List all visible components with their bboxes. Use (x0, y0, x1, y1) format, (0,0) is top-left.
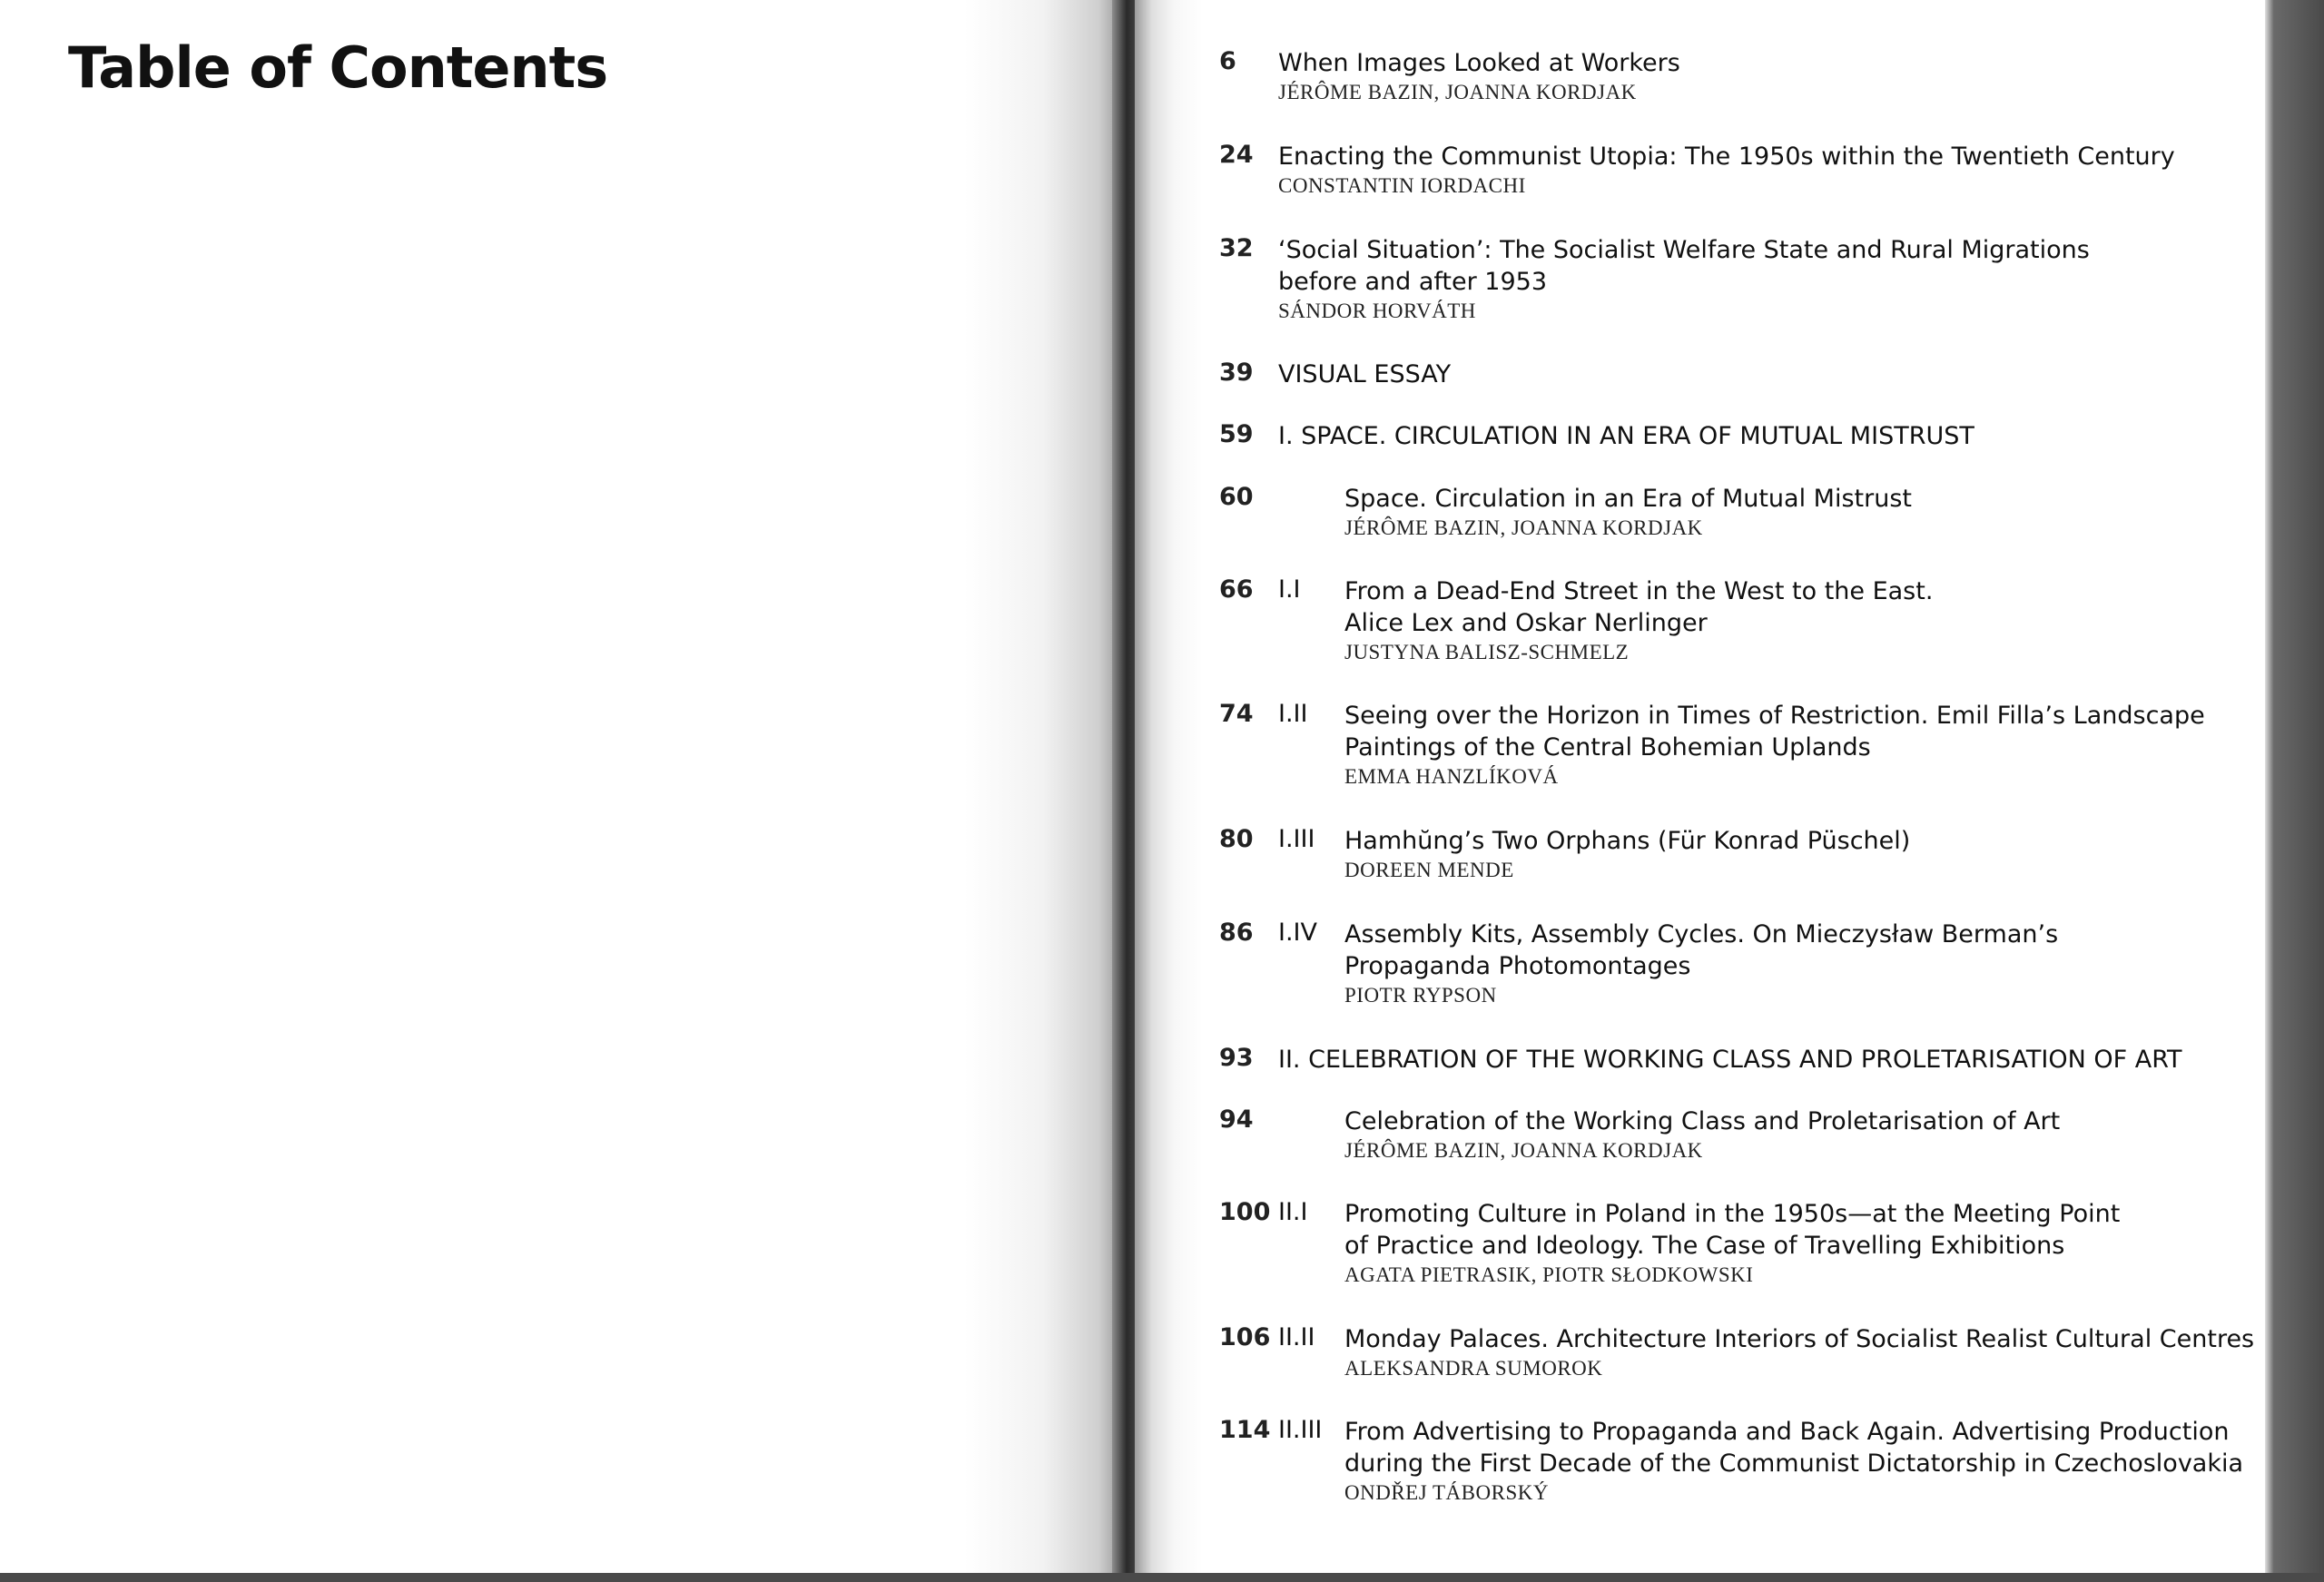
page-number: 106 (1219, 1323, 1271, 1351)
page-number: 114 (1219, 1416, 1271, 1444)
entry-body (1344, 825, 2252, 884)
page-number: 80 (1219, 825, 1254, 853)
page-number: 39 (1219, 359, 1254, 387)
entry-author: DOREEN MENDE (1344, 859, 1514, 881)
entry-title-line: Space. Circulation in an Era of Mutual Mistrust (1344, 485, 1912, 513)
entry-body (1278, 420, 2186, 452)
entry-body (1344, 700, 2252, 791)
entry-title-line: Enacting the Communist Utopia: The 1950s within the Twentieth Century (1278, 142, 2175, 171)
entry-author: CONSTANTIN IORDACHI (1278, 174, 1526, 197)
section-number: I.II (1278, 700, 1308, 728)
entry-title-line: Propaganda Photomontages (1344, 952, 1691, 980)
entry-title-line: From a Dead-End Street in the West to the East. (1344, 577, 1934, 605)
entry-title-line: before and after 1953 (1278, 268, 1548, 296)
entry-author: PIOTR RYPSON (1344, 984, 1497, 1007)
entry-title-line: Seeing over the Horizon in Times of Restriction. Emil Filla’s Landscape (1344, 702, 2205, 730)
entry-body (1344, 483, 2252, 542)
left-page (0, 0, 1121, 1575)
entry-body (1344, 1323, 2255, 1382)
page-number: 94 (1219, 1105, 1254, 1134)
entry-body (1278, 234, 2186, 325)
entry-author: JÉRÔME BAZIN, JOANNA KORDJAK (1344, 516, 1703, 539)
entry-body (1344, 1198, 2252, 1289)
entry-author: ALEKSANDRA SUMOROK (1344, 1357, 1603, 1380)
entry-body (1278, 141, 2186, 200)
entry-body (1344, 575, 2252, 666)
page-edge (2265, 0, 2324, 1582)
page-number: 6 (1219, 47, 1236, 75)
entry-body (1278, 359, 2186, 390)
entry-title-line: Monday Palaces. Architecture Interiors of Socialist Realist Cultural Centres (1344, 1325, 2255, 1353)
entry-title-line: When Images Looked at Workers (1278, 49, 1680, 77)
page-number: 66 (1219, 575, 1254, 604)
entry-title-line: Assembly Kits, Assembly Cycles. On Mieczysław Berman’s (1344, 920, 2059, 948)
page-edge-bottom (0, 1573, 2324, 1582)
entry-title-line: From Advertising to Propaganda and Back Again. Advertising Production (1344, 1418, 2230, 1446)
entry-title-line: during the First Decade of the Communist Dictatorship in Czechoslovakia (1344, 1449, 2244, 1478)
entry-title-line: Alice Lex and Oskar Nerlinger (1344, 609, 1708, 637)
page-number: 24 (1219, 141, 1254, 169)
entry-author: JÉRÔME BAZIN, JOANNA KORDJAK (1344, 1139, 1703, 1162)
page-number: 100 (1219, 1198, 1271, 1226)
entry-title-line: ‘Social Situation’: The Socialist Welfare State and Rural Migrations (1278, 236, 2090, 264)
entry-author: ONDŘEJ TÁBORSKÝ (1344, 1481, 1549, 1504)
section-number: I.IV (1278, 919, 1317, 947)
page-number: 93 (1219, 1044, 1254, 1072)
section-number: I.III (1278, 825, 1315, 853)
entry-title-line: Promoting Culture in Poland in the 1950s—at the Meeting Point (1344, 1200, 2121, 1228)
entry-body (1344, 1416, 2252, 1507)
page-number: 59 (1219, 420, 1254, 448)
entry-author: JUSTYNA BALISZ-SCHMELZ (1344, 641, 1630, 663)
entry-author: SÁNDOR HORVÁTH (1278, 300, 1476, 322)
entry-title-line: Celebration of the Working Class and Proletarisation of Art (1344, 1107, 2061, 1135)
section-number: II.III (1278, 1416, 1323, 1444)
section-number: II.I (1278, 1198, 1308, 1226)
page-number: 60 (1219, 483, 1254, 511)
part-title: II. CELEBRATION OF THE WORKING CLASS AND PROLETARISATION OF ART (1278, 1046, 2182, 1074)
section-number: II.II (1278, 1323, 1315, 1351)
entry-body (1344, 919, 2252, 1009)
section-number: I.I (1278, 575, 1301, 604)
entry-title-line: Paintings of the Central Bohemian Uplands (1344, 733, 1871, 762)
page-number: 32 (1219, 234, 1254, 262)
page-number: 86 (1219, 919, 1254, 947)
page-number: 74 (1219, 700, 1254, 728)
entry-title-line: of Practice and Ideology. The Case of Travelling Exhibitions (1344, 1232, 2065, 1260)
entry-author: EMMA HANZLÍKOVÁ (1344, 765, 1559, 788)
entry-body (1278, 1044, 2186, 1076)
page-title: Table of Contents (68, 34, 608, 101)
entry-body (1344, 1105, 2252, 1164)
part-title: VISUAL ESSAY (1278, 360, 1452, 388)
entry-title-line: Hamhŭng’s Two Orphans (Für Konrad Püschel) (1344, 827, 1911, 855)
entry-body (1278, 47, 2186, 106)
part-title: I. SPACE. CIRCULATION IN AN ERA OF MUTUAL MISTRUST (1278, 422, 1974, 450)
entry-author: AGATA PIETRASIK, PIOTR SŁODKOWSKI (1344, 1263, 1754, 1286)
entry-author: JÉRÔME BAZIN, JOANNA KORDJAK (1278, 81, 1637, 103)
